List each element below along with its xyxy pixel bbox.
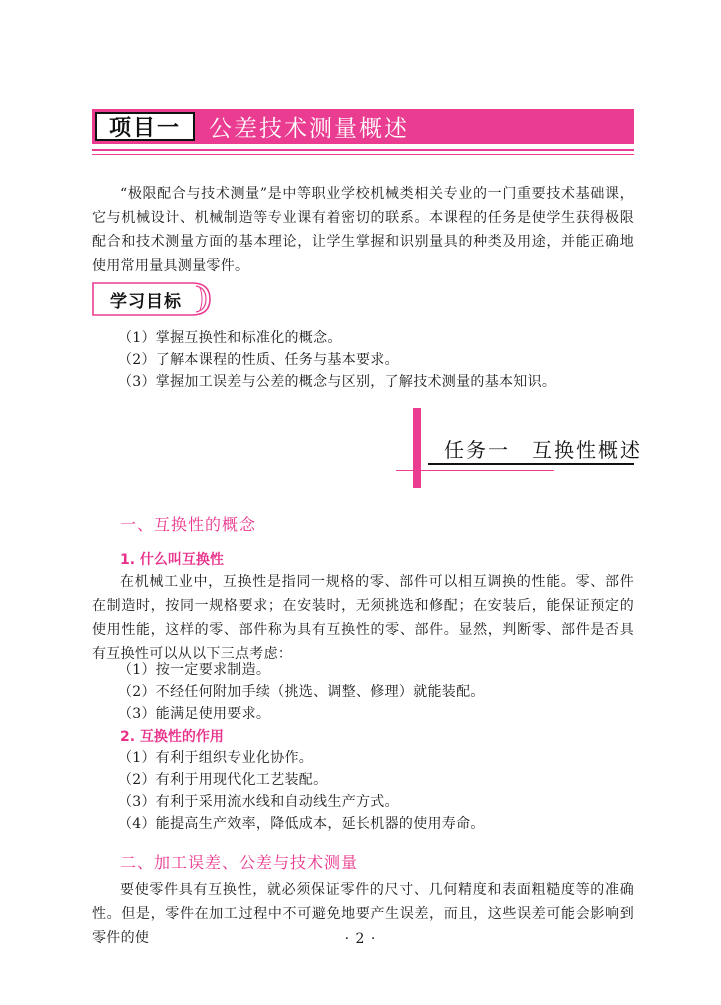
goal-item-2: （2）了解本课程的性质、任务与基本要求。: [118, 352, 399, 368]
banner-rule-thin: [92, 154, 634, 155]
section-heading-2: 二、加工误差、公差与技术测量: [120, 853, 359, 872]
goal-item-1: （1）掌握互换性和标准化的概念。: [118, 330, 342, 346]
condition-item-2: （2）不经任何附加手续（挑选、调整、修理）就能装配。: [118, 684, 485, 700]
goals-tab: [92, 282, 207, 314]
section-heading-1: 一、互换性的概念: [120, 515, 257, 534]
error-paragraph: 要使零件具有互换性，就必须保证零件的尺寸、几何精度和表面粗糙度等的准确性。但是，零件在加工过程中不可避免地要产生误差，而且，这些误差可能会影响到零件的使: [92, 882, 634, 946]
goals-title: 学习目标: [110, 292, 182, 312]
task-title: 任务一 互换性概述: [444, 438, 642, 462]
subheading-2: 2. 互换性的作用: [120, 729, 224, 745]
project-banner: [92, 109, 634, 144]
condition-item-1: （1）按一定要求制造。: [118, 662, 271, 678]
condition-item-3: （3）能满足使用要求。: [118, 706, 271, 722]
banner-rule-thick: [92, 149, 634, 151]
intro-paragraph: “极限配合与技术测量”是中等职业学校机械类相关专业的一门重要技术基础课，它与机械设计、机械制造等专业课有着密切的联系。本课程的任务是使学生获得极限配合和技术测量方面的基本理论，让学生掌握和识别量具的种类及用途，并能正确地使用常用量具测量零件。: [92, 186, 634, 274]
effect-item-1: （1）有利于组织专业化协作。: [118, 750, 314, 766]
goal-item-3: （3）掌握加工误差与公差的概念与区别，了解技术测量的基本知识。: [118, 374, 557, 390]
effect-item-4: （4）能提高生产效率，降低成本，延长机器的使用寿命。: [118, 816, 485, 832]
project-label: 项目一: [95, 112, 195, 141]
task-rule-pink: [396, 470, 554, 471]
effect-item-2: （2）有利于用现代化工艺装配。: [118, 772, 328, 788]
interchangeability-paragraph: 在机械工业中，互换性是指同一规格的零、部件可以相互调换的性能。零、部件在制造时，按同一规格要求；在安装时，无须挑选和修配；在安装后，能保证预定的使用性能，这样的零、部件称为具有互换性的零、部件。显然，判断零、部件是否具有互换性可以从以下三点考虑：: [92, 574, 634, 662]
subheading-1: 1. 什么叫互换性: [120, 552, 224, 568]
task-rule-black: [428, 463, 634, 465]
page-number: · 2 ·: [344, 931, 377, 947]
effect-item-3: （3）有利于采用流水线和自动线生产方式。: [118, 794, 399, 810]
project-title: 公差技术测量概述: [209, 116, 410, 142]
task-accent-bar: [413, 408, 421, 488]
